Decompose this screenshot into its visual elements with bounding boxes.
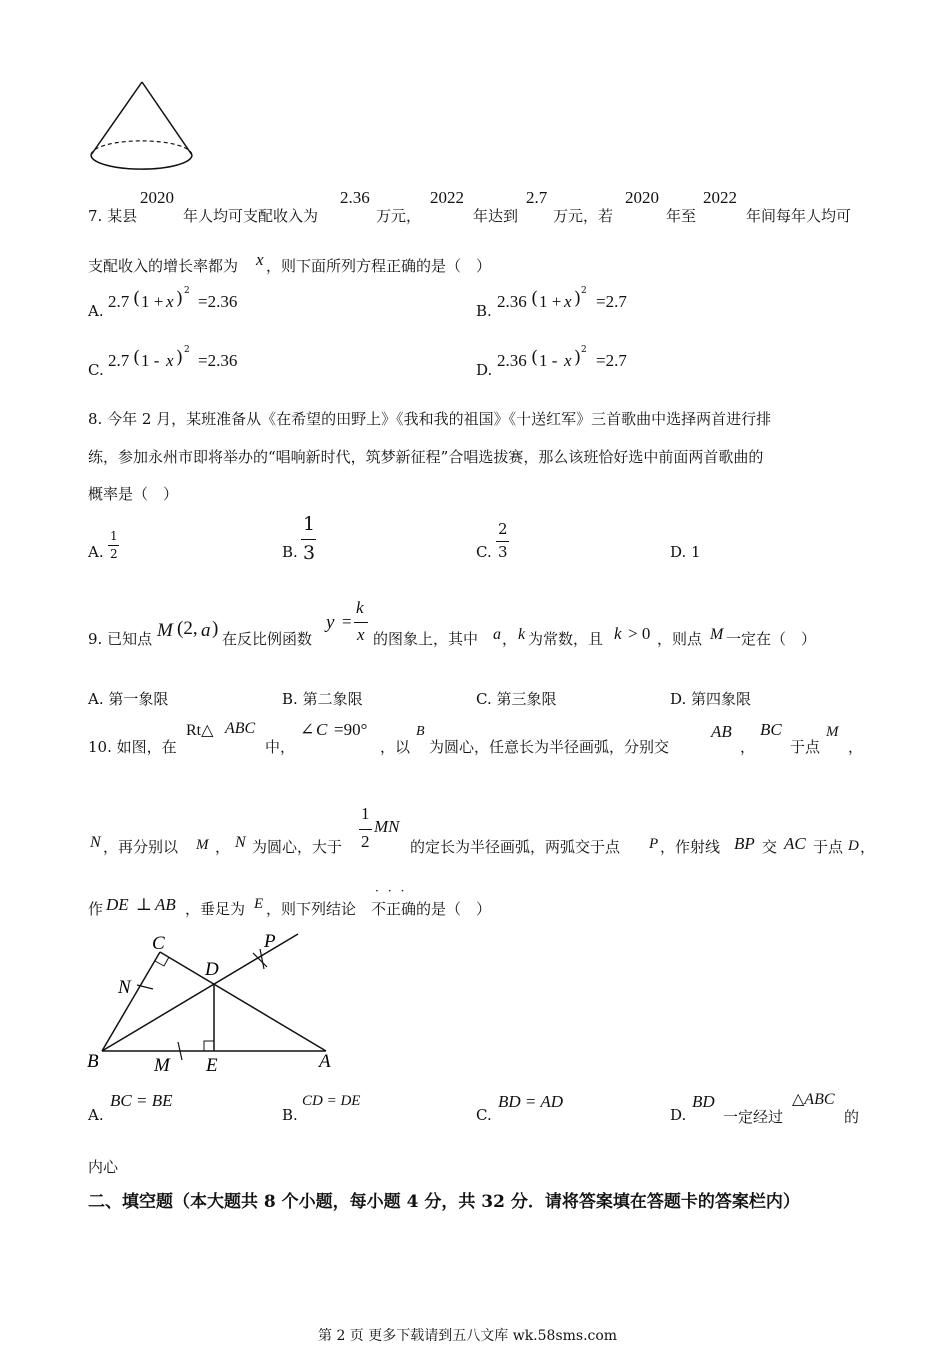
emphasized-text: 不正确 xyxy=(371,900,417,918)
fraction-bar xyxy=(359,829,372,830)
label-c: C xyxy=(152,933,165,954)
triangle-figure xyxy=(82,925,331,1080)
label-b: B xyxy=(87,1051,99,1072)
page-footer: 第 2 页 更多下载请到五八文库 wk.58sms.com xyxy=(318,1328,618,1344)
emphasis-dots: ··· xyxy=(375,884,414,898)
label-d: D xyxy=(205,959,219,980)
fraction-bar xyxy=(496,541,509,542)
label-a: A xyxy=(319,1051,331,1072)
label-e: E xyxy=(206,1055,218,1076)
fraction-bar xyxy=(108,545,119,546)
fraction-bar xyxy=(354,622,368,623)
section-heading: 二、填空题（本大题共 8 个小题，每小题 4 分，共 32 分．请将答案填在答题卡的答案栏内） xyxy=(88,1192,800,1212)
q9-option-a[interactable]: A. 第一象限 xyxy=(88,690,169,708)
q9-option-d[interactable]: D. 第四象限 xyxy=(670,690,752,708)
q9-option-b[interactable]: B. 第二象限 xyxy=(282,690,363,708)
label-n: N xyxy=(118,977,131,998)
q9-option-c[interactable]: C. 第三象限 xyxy=(476,690,557,708)
label-p: P xyxy=(264,931,276,952)
cone-figure xyxy=(80,75,210,175)
fraction-bar xyxy=(301,539,316,540)
label-m: M xyxy=(154,1055,170,1076)
